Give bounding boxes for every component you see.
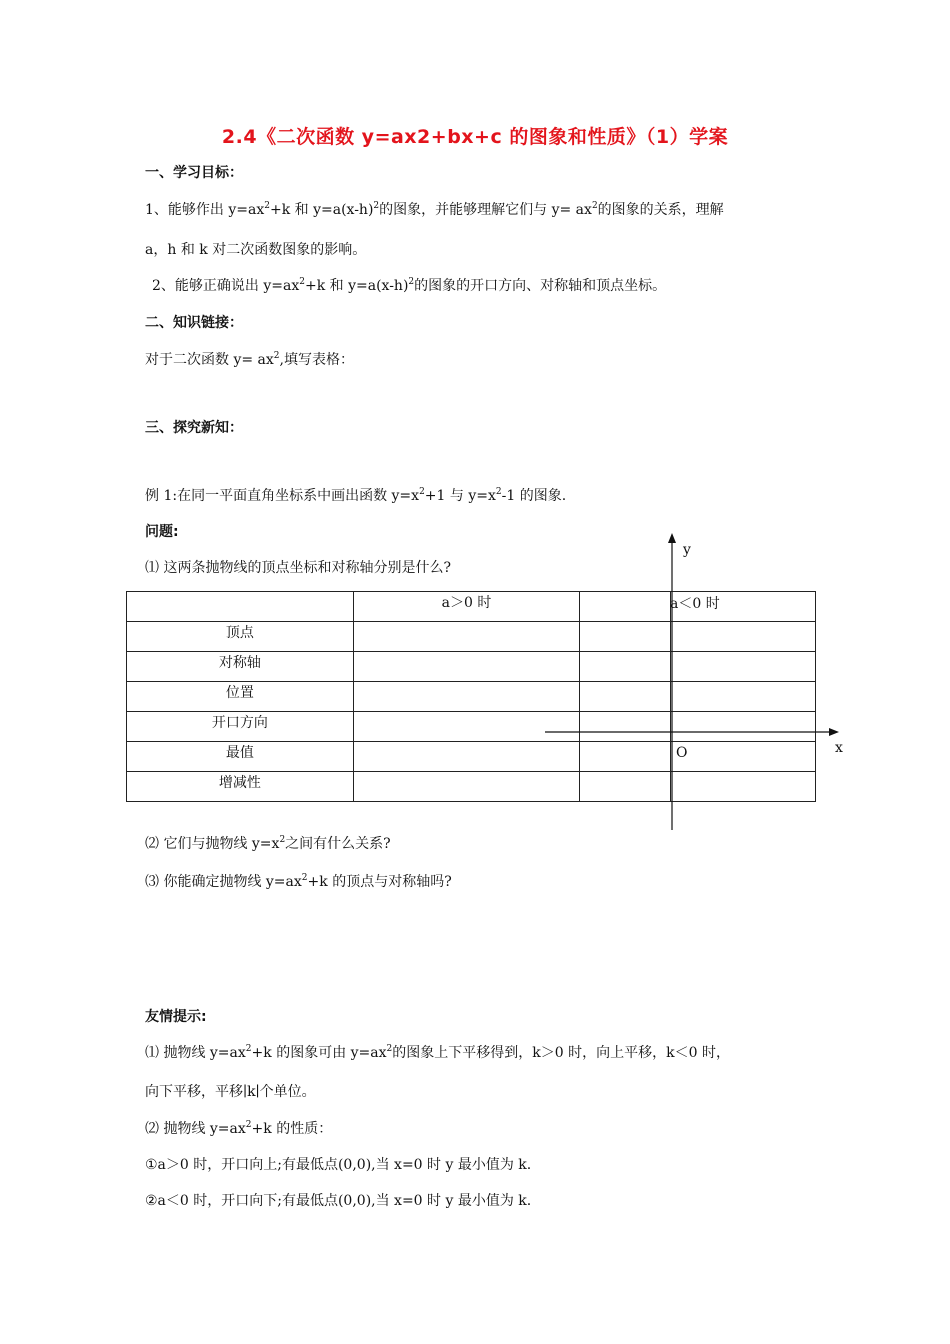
table-cell [353, 652, 580, 682]
table-cell [671, 712, 816, 742]
table-row [127, 712, 816, 742]
goal-1-line-1: 1、能够作出 $y=ax^2+k$ 和 $y=a(x-h)^2$的图象，并能够理解它们与 $y= ax^2$的图象的关系，理解 [145, 201, 724, 218]
tip-1-line-2: 向下平移，平移∣k∣个单位。 [145, 1084, 316, 1100]
row-label-extreme: 最值 [127, 742, 354, 772]
table-cell [671, 682, 816, 712]
question-heading: 问题: [145, 524, 179, 540]
question-1: ⑴ 这两条抛物线的顶点坐标和对称轴分别是什么? [145, 560, 451, 576]
question-3: ⑶ 你能确定抛物线 $y=ax^2+k$ 的顶点与对称轴吗? [145, 873, 452, 890]
y-axis-arrow-icon [668, 533, 676, 543]
row-label-axis: 对称轴 [127, 652, 354, 682]
link-heading: 二、知识链接： [145, 315, 243, 331]
goal-1-line-2: a，h 和 k 对二次函数图象的影响。 [145, 242, 367, 258]
table-row [127, 682, 816, 712]
table-cell [353, 712, 580, 742]
row-label-opening: 开口方向 [127, 712, 354, 742]
table-cell [580, 772, 671, 802]
goal-2: 2、能够正确说出 $y=ax^2+k$ 和 $y=a(x-h)^2$的图象的开口方向、对称轴和顶点坐标。 [152, 277, 667, 294]
row-label-vertex: 顶点 [127, 622, 354, 652]
table-cell [580, 712, 671, 742]
table-cell [580, 622, 671, 652]
table-cell [353, 742, 580, 772]
table-header-a-positive: a＞0 时 [353, 592, 580, 622]
explore-heading: 三、探究新知： [145, 420, 243, 436]
tip-2: ⑵ 抛物线 $y=ax^2+k$ 的性质： [145, 1120, 333, 1137]
tip-1-line-1: ⑴ 抛物线 $y=ax^2+k$ 的图象可由 $y=ax^2$的图象上下平移得到，k＞0 时，向上平移，k＜0 时， [145, 1044, 730, 1061]
link-text: 对于二次函数 $y= ax^2$,填写表格： [145, 351, 354, 368]
tips-heading: 友情提示: [145, 1009, 207, 1025]
table-cell [671, 742, 816, 772]
y-axis-label: y [683, 542, 691, 558]
table-cell [580, 592, 671, 622]
origin-label: O [676, 745, 688, 761]
table-row [127, 652, 816, 682]
table-cell [671, 622, 816, 652]
table-row [127, 622, 816, 652]
table-cell [580, 652, 671, 682]
row-label-monotonic: 增减性 [127, 772, 354, 802]
properties-table [126, 591, 816, 802]
example-1: 例 1:在同一平面直角坐标系中画出函数 $y=x^2+1$ 与 $y=x^2-1$ 的图象. [145, 487, 567, 504]
table-row [127, 772, 816, 802]
table-header-a-negative: a＜0 时 [670, 596, 720, 612]
goals-heading: 一、学习目标： [145, 165, 243, 181]
page-title: 2.4《二次函数 y=ax2+bx+c 的图象和性质》（1）学案 [221, 126, 729, 148]
question-2: ⑵ 它们与抛物线 $y=x^2$之间有什么关系? [145, 835, 391, 852]
table-cell [671, 772, 816, 802]
table-row [127, 742, 816, 772]
table-cell [580, 682, 671, 712]
tip-3: ①a＞0 时，开口向上;有最低点(0,0),当 x=0 时 y 最小值为 k. [145, 1157, 532, 1173]
table-cell [127, 592, 354, 622]
table-cell [353, 682, 580, 712]
x-axis-label: x [835, 740, 843, 756]
table-cell [353, 772, 580, 802]
tip-4: ②a＜0 时，开口向下;有最低点(0,0),当 x=0 时 y 最小值为 k. [145, 1193, 532, 1209]
x-axis-arrow-icon [829, 728, 839, 736]
table-cell [671, 652, 816, 682]
table-cell [353, 622, 580, 652]
row-label-position: 位置 [127, 682, 354, 712]
table-cell [580, 742, 671, 772]
